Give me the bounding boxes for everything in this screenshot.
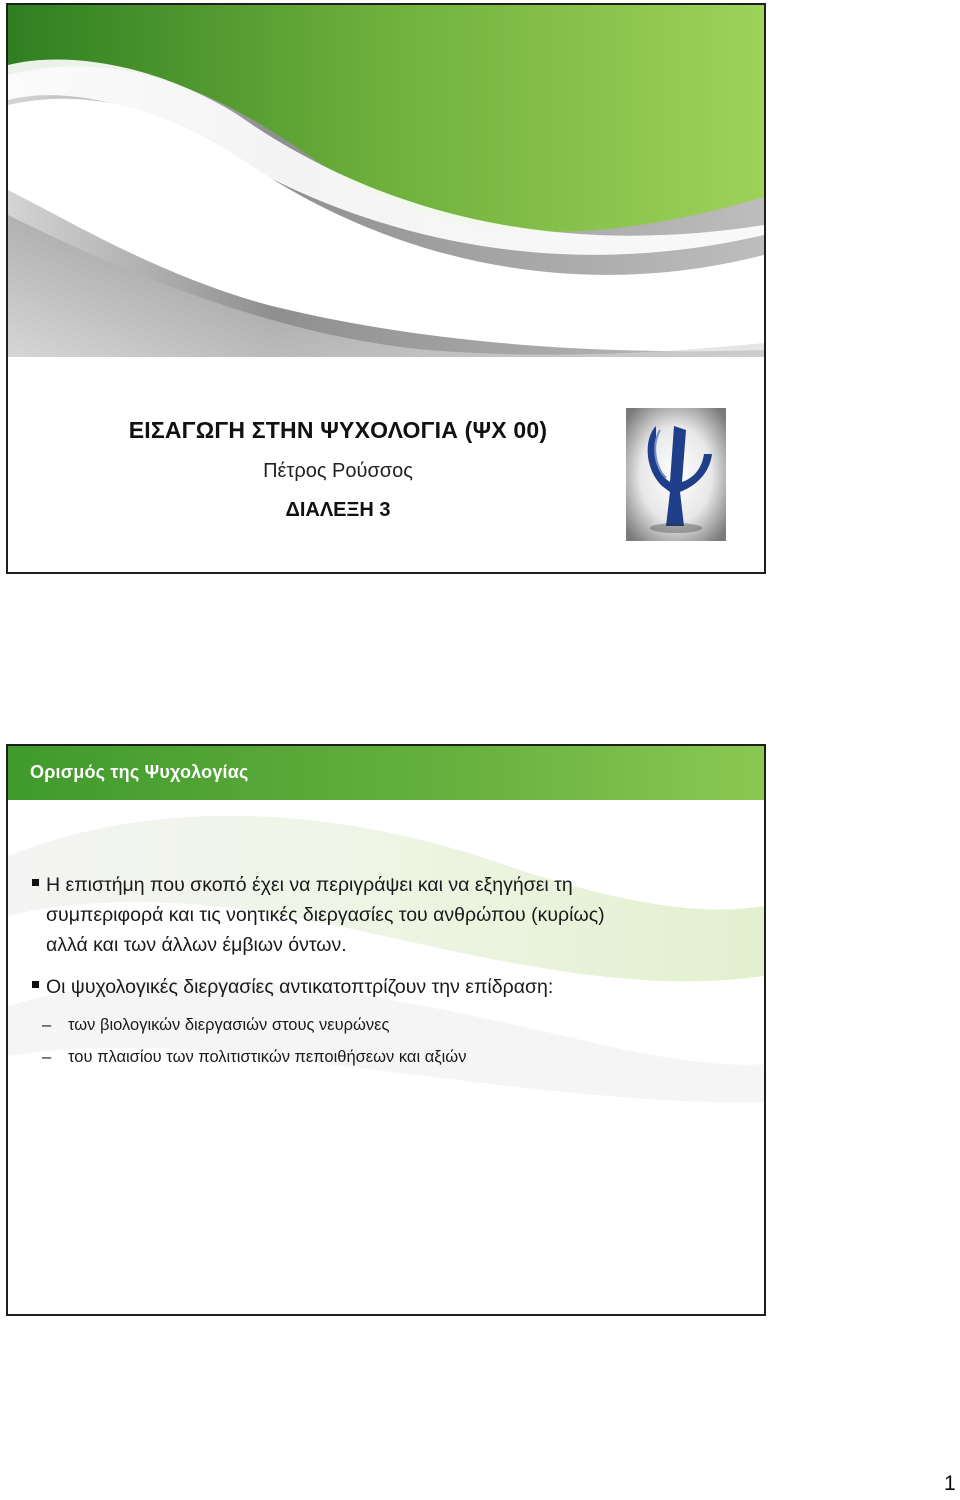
bullet-influences bbox=[30, 972, 740, 1002]
slide-header bbox=[8, 746, 764, 800]
title-slide bbox=[6, 3, 766, 574]
definition-slide bbox=[6, 744, 766, 1316]
presentation-title: ΕΙΣΑΓΩΓΗ ΣΤΗΝ ΨΥΧΟΛΟΓΙΑ (ΨΧ 00) bbox=[128, 417, 548, 443]
bullet-line: Οι ψυχολογικές διεργασίες αντικατοπτρίζουν την επίδραση: bbox=[46, 976, 554, 998]
sub-bullet-text: των βιολογικών διεργασιών στους νευρώνες bbox=[68, 1016, 390, 1034]
sub-bullet-item bbox=[30, 1041, 740, 1073]
lecture-number: ΔΙΑΛΕΞΗ 3 bbox=[285, 499, 391, 521]
slide-content bbox=[30, 870, 740, 1073]
sub-bullet-text: του πλαισίου των πολιτιστικών πεποιθήσεων και αξιών bbox=[68, 1048, 467, 1066]
page-number: 1 bbox=[944, 1472, 956, 1495]
psi-symbol-icon bbox=[626, 408, 726, 541]
bullet-line: συμπεριφορά και τις νοητικές διεργασίες του ανθρώπου (κυρίως) bbox=[46, 904, 605, 926]
bullet-definition bbox=[30, 870, 740, 960]
sub-bullet-item bbox=[30, 1009, 740, 1041]
square-bullet-icon bbox=[32, 879, 39, 886]
author-name: Πέτρος Ρούσσος bbox=[263, 460, 413, 482]
sub-bullet-list bbox=[30, 1009, 740, 1073]
slide-title: Ορισμός της Ψυχολογίας bbox=[30, 762, 249, 782]
title-block bbox=[8, 417, 668, 522]
dash-bullet-icon: – bbox=[42, 1048, 52, 1066]
bullet-line: Η επιστήμη που σκοπό έχει να περιγράψει και να εξηγήσει τη bbox=[46, 874, 573, 896]
square-bullet-icon bbox=[32, 981, 39, 988]
dash-bullet-icon: – bbox=[42, 1016, 52, 1034]
bullet-line: αλλά και των άλλων έμβιων όντων. bbox=[46, 934, 347, 956]
